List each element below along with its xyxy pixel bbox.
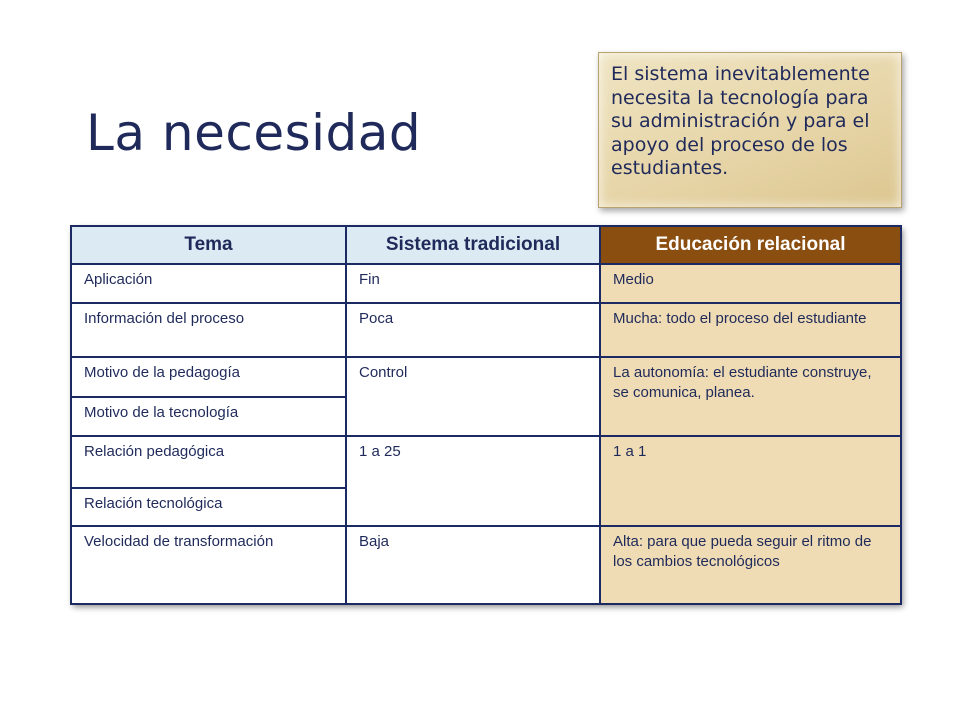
page-title: La necesidad: [86, 104, 422, 162]
table-row: [71, 303, 901, 357]
cell-relacional: Alta: para que pueda seguir el ritmo de los cambios tecnológicos: [600, 526, 901, 604]
cell-tradicional: Baja: [346, 526, 600, 604]
cell-relacional: Mucha: todo el proceso del estudiante: [600, 303, 901, 357]
table-row: [71, 357, 901, 397]
table-header-row: [71, 226, 901, 264]
header-sistema-tradicional: Sistema tradicional: [346, 226, 600, 264]
cell-tradicional: Control: [346, 357, 600, 436]
cell-tradicional: Poca: [346, 303, 600, 357]
cell-relacional: La autonomía: el estudiante construye, se comunica, planea.: [600, 357, 901, 436]
cell-tradicional: 1 a 25: [346, 436, 600, 526]
comparison-table-wrapper: [70, 225, 900, 603]
table-row: [71, 436, 901, 488]
cell-tema: Motivo de la tecnología: [71, 397, 346, 436]
cell-relacional: Medio: [600, 264, 901, 303]
callout-text: El sistema inevitablemente necesita la tecnología para su administración y para el apoyo del proceso de los estudiantes.: [611, 63, 870, 180]
cell-tema: Aplicación: [71, 264, 346, 303]
cell-relacional: 1 a 1: [600, 436, 901, 526]
cell-tema: Relación pedagógica: [71, 436, 346, 488]
cell-tema: Motivo de la pedagogía: [71, 357, 346, 397]
table-row: [71, 264, 901, 303]
callout-box: [598, 52, 902, 208]
cell-tradicional: Fin: [346, 264, 600, 303]
header-tema: Tema: [71, 226, 346, 264]
table-row: [71, 526, 901, 604]
cell-tema: Información del proceso: [71, 303, 346, 357]
header-educacion-relacional: Educación relacional: [600, 226, 901, 264]
comparison-table: [70, 225, 902, 605]
cell-tema: Velocidad de transformación: [71, 526, 346, 604]
cell-tema: Relación tecnológica: [71, 488, 346, 526]
